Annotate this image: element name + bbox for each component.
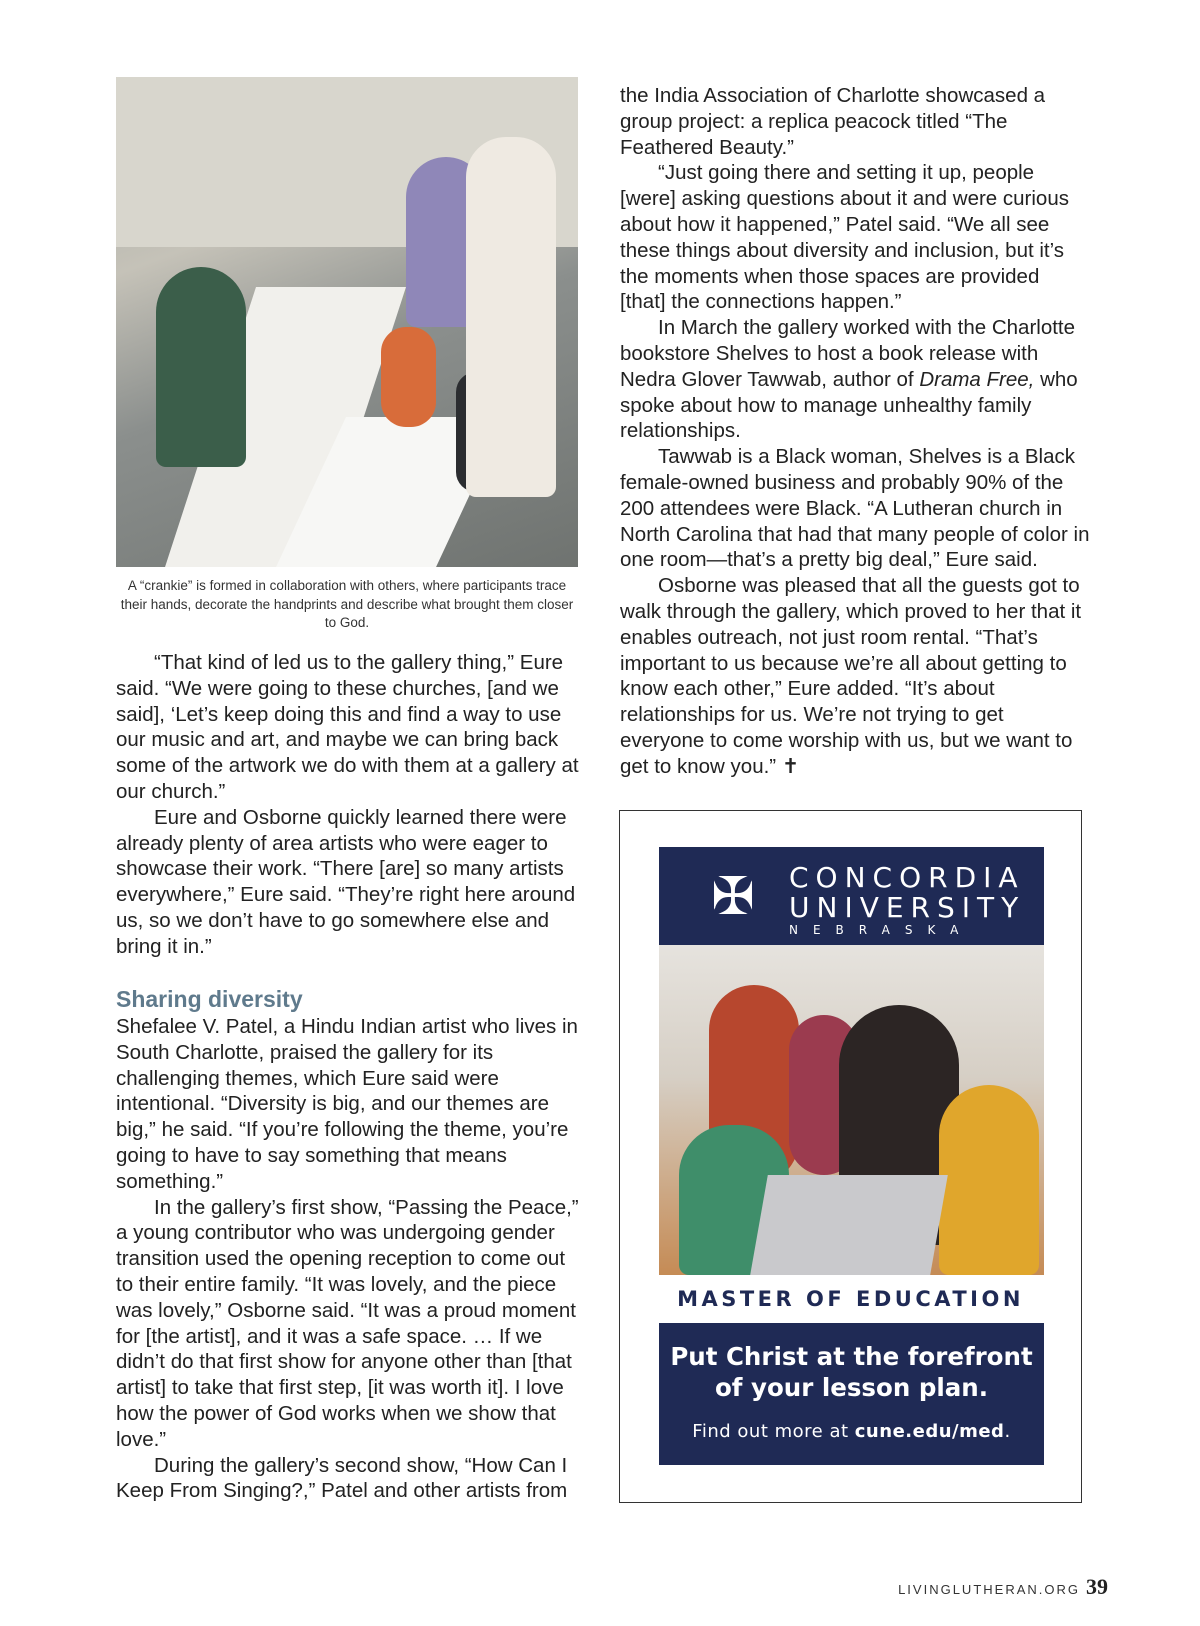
paragraph: Eure and Osborne quickly learned there were already plenty of area artists who were eager to showcase their work. “There [are] so many artists everywhere,” Eure said. “They’re right here around us, so we don’t have to go somewhere else and bring it in.” [116, 805, 576, 958]
ad-photo-laptop [750, 1175, 948, 1275]
paragraph-text: who spoke about how to manage unhealthy family relationships. [620, 367, 1078, 443]
left-column-bottom [116, 985, 586, 1504]
book-title: Drama Free, [919, 367, 1035, 391]
paragraph: Shefalee V. Patel, a Hindu Indian artist who lives in South Charlotte, praised the gallery for its challenging themes, which Eure said were intentional. “Diversity is big, and our themes are big,” he said. “If you’re following the theme, you’re going to have to say something that means something.” [116, 1015, 578, 1193]
end-mark-icon: ✝ [781, 754, 800, 778]
page-number: 39 [1086, 1574, 1108, 1599]
section-subhead: Sharing diversity [116, 986, 303, 1012]
concordia-cross-logo-icon: ✠ [711, 868, 755, 926]
page-footer [898, 1574, 1108, 1600]
paragraph: In the gallery’s first show, “Passing the Peace,” a young contributor who was undergoing gender transition used the opening reception to come out to their entire family. “It was lovely, and the piece was lovely,” Osborne said. “It was a proud moment for [the artist], and it was a safe space. … If we didn’t do that first show for anyone other than [that artist] to take that first step, [it was worth it]. I love how the power of God works when we show that love.” [116, 1195, 579, 1451]
right-column [620, 83, 1090, 780]
ad-link[interactable]: cune.edu/med [854, 1421, 1005, 1442]
ad-subtext [659, 1421, 1044, 1442]
article-photo [116, 77, 578, 567]
paragraph: “That kind of led us to the gallery thing,” Eure said. “We were going to these churches, [and we said], ‘Let’s keep doing this and find a way to use our music and art, and maybe we can bring back some of the artwork we do with them at a gallery at our church.” [116, 651, 579, 803]
ad-headline-line2: of your lesson plan. [714, 1373, 989, 1402]
ad-subtext-lead: Find out more at [692, 1421, 855, 1442]
ad-brand-line3: NEBRASKA [789, 923, 974, 937]
paragraph-text: Osborne was pleased that all the guests got to walk through the gallery, which proved to her that it enables outreach, not just room rental. “That’s important to us because we’re all about getting to know each other,” Eure added. “It’s about relationships for us. We’re not trying to get everyone to come worship with us, but we want to get to know you.” [620, 574, 1082, 778]
photo-person [466, 137, 556, 497]
paragraph: “Just going there and setting it up, people [were] asking questions about it and were curious about how it happened,” Patel said. “We all see these things about diversity and inclusion, but it’s the moments when those spaces are provided [that] the connections happen.” [620, 161, 1069, 314]
ad-photo [659, 945, 1044, 1275]
paragraph: During the gallery’s second show, “How Can I Keep From Singing?,” Patel and other artists from [116, 1453, 568, 1503]
paragraph-text: In March the gallery worked with the Charlotte bookstore Shelves to host a book release with Nedra Glover Tawwab, author of [620, 316, 1076, 391]
left-column-top [116, 650, 586, 960]
ad-headline [659, 1341, 1044, 1403]
ad-program-title: MASTER OF EDUCATION [677, 1287, 1024, 1311]
photo-person [156, 267, 246, 467]
ad-headline-line1: Put Christ at the forefront [670, 1342, 1033, 1371]
photo-child [381, 327, 436, 427]
ad-photo-child [939, 1085, 1039, 1275]
paragraph: the India Association of Charlotte showcased a group project: a replica peacock titled “The Feathered Beauty.” [620, 84, 1046, 159]
paragraph [620, 315, 1090, 444]
footer-site: LIVINGLUTHERAN.ORG [898, 1582, 1080, 1597]
photo-caption: A “crankie” is formed in collaboration with others, where participants trace their hands, decorate the handprints and describe what brought them closer to God. [120, 578, 574, 630]
paragraph: Tawwab is a Black woman, Shelves is a Black female-owned business and probably 90% of the 200 attendees were Black. “A Lutheran church in North Carolina that had that many people of color in one room—that’s a pretty big deal,” Eure said. [620, 445, 1090, 572]
ad-brand-line2: UNIVERSITY [789, 891, 1026, 924]
ad-brand-line1: CONCORDIA [789, 861, 1025, 894]
ad-cta-panel [659, 1323, 1044, 1465]
advertisement[interactable] [619, 810, 1082, 1503]
paragraph [620, 573, 1090, 779]
ad-subtext-end: . [1004, 1421, 1011, 1442]
ad-header [659, 847, 1044, 945]
